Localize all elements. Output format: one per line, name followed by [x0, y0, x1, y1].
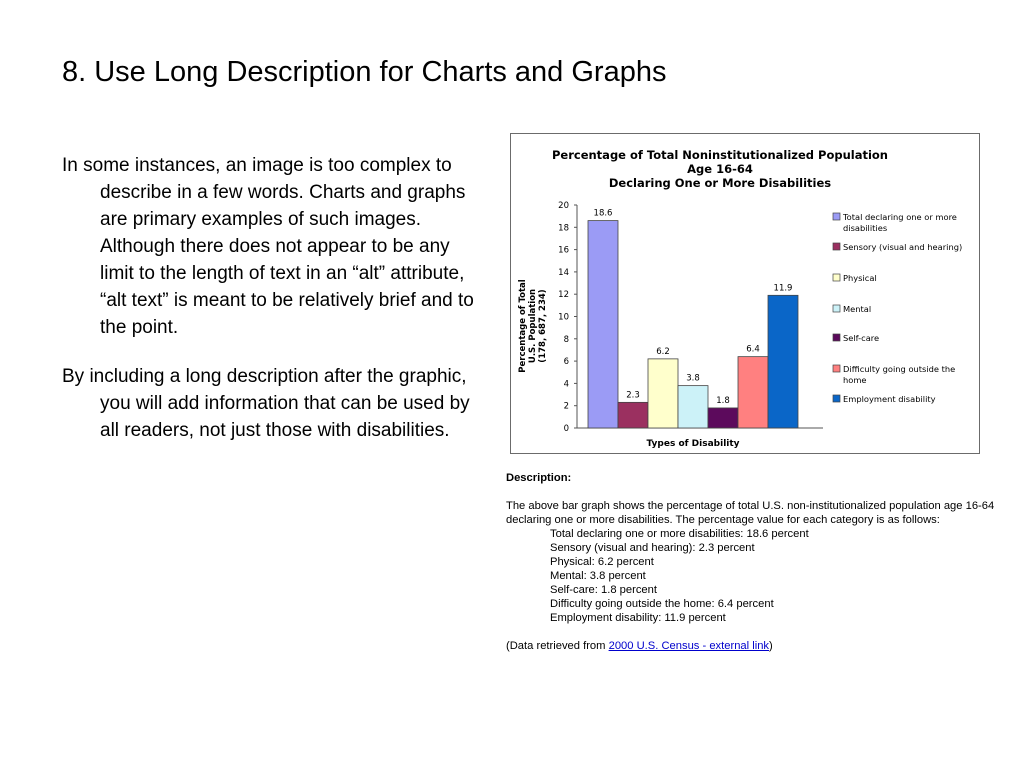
bar-value-label: 3.8 — [686, 373, 700, 384]
legend-label: home — [843, 375, 867, 385]
body-paragraph-2: By including a long description after the graphic, you will add information that can be used by all readers, not just those with disabilities. — [62, 366, 470, 441]
long-description — [506, 471, 996, 653]
legend-swatch — [833, 365, 840, 372]
census-external-link[interactable]: 2000 U.S. Census - external link — [608, 640, 770, 652]
y-axis-label-line-2: U.S. Population — [528, 288, 538, 364]
y-axis-label-line-3: (178, 687, 234) — [538, 289, 548, 363]
legend-label: Mental — [843, 304, 872, 314]
source-suffix: ) — [769, 640, 773, 652]
legend-label: Total declaring one or more — [843, 212, 957, 222]
bar-value-label: 6.4 — [746, 344, 760, 355]
bar — [648, 359, 678, 428]
y-tick-label: 8 — [563, 334, 569, 345]
body-text — [62, 152, 480, 466]
x-axis-label: Types of Disability — [646, 439, 740, 449]
description-item-total: Total declaring one or more disabilities: 18.6 percent — [550, 528, 809, 540]
description-item-sensory: Sensory (visual and hearing): 2.3 percent — [550, 542, 755, 554]
y-tick-label: 20 — [558, 201, 569, 211]
bar-value-label: 11.9 — [773, 283, 793, 294]
y-tick-label: 4 — [563, 379, 569, 390]
legend-label: Self-care — [843, 333, 880, 343]
chart-title-line-1: Percentage of Total Noninstitutionalized Population — [551, 148, 889, 162]
description-item-employment: Employment disability: 11.9 percent — [550, 612, 726, 624]
bar-value-label: 1.8 — [716, 395, 730, 406]
chart-figure — [510, 133, 980, 454]
description-item-physical: Physical: 6.2 percent — [550, 556, 654, 568]
legend-swatch — [833, 274, 840, 281]
description-list — [506, 527, 996, 625]
y-axis-label-line-1: Percentage of Total — [518, 279, 528, 373]
slide-title: 8. Use Long Description for Charts and Graphs — [62, 56, 667, 88]
source-prefix: (Data retrieved from — [506, 640, 609, 652]
legend-label: Employment disability — [843, 394, 936, 404]
bar-value-label: 6.2 — [656, 346, 670, 357]
description-intro: The above bar graph shows the percentage of total U.S. non-institutionalized population age 16-64 declaring one or more disabilities. The percentage value for each category is as follows: — [506, 500, 995, 526]
bar-value-label: 2.3 — [626, 390, 640, 401]
legend-label: Difficulty going outside the — [843, 364, 956, 374]
bar — [678, 386, 708, 428]
body-paragraph-1: In some instances, an image is too complex to describe in a few words. Charts and graphs are primary examples of such images. Although there does not appear to be any limit to the length of text in an “alt” attribute, “alt text” is meant to be relatively brief and to the point. — [62, 155, 474, 338]
y-tick-label: 12 — [558, 290, 569, 301]
bar — [768, 295, 798, 428]
legend-swatch — [833, 334, 840, 341]
y-tick-label: 18 — [558, 223, 569, 234]
bar-value-label: 18.6 — [593, 208, 613, 219]
description-item-outside-home: Difficulty going outside the home: 6.4 percent — [550, 598, 774, 610]
description-source — [506, 639, 996, 653]
legend-swatch — [833, 305, 840, 312]
chart-title-line-3: Declaring One or More Disabilities — [608, 176, 832, 190]
bar — [738, 357, 768, 428]
y-tick-label: 10 — [558, 312, 569, 323]
bar — [588, 221, 618, 428]
y-tick-label: 0 — [563, 424, 569, 434]
y-tick-label: 14 — [558, 267, 569, 278]
legend-label: Sensory (visual and hearing) — [843, 242, 963, 252]
y-tick-label: 16 — [558, 245, 569, 256]
legend-label: Physical — [843, 273, 877, 283]
bar — [708, 408, 738, 428]
description-item-self-care: Self-care: 1.8 percent — [550, 584, 657, 596]
description-heading: Description: — [506, 472, 572, 484]
bar-chart — [511, 134, 979, 453]
legend-swatch — [833, 213, 840, 220]
description-item-mental: Mental: 3.8 percent — [550, 570, 646, 582]
y-tick-label: 6 — [563, 357, 569, 368]
legend-label: disabilities — [843, 223, 888, 233]
bar — [618, 402, 648, 428]
legend-swatch — [833, 395, 840, 402]
legend-swatch — [833, 243, 840, 250]
chart-title-line-2: Age 16-64 — [687, 162, 753, 176]
y-tick-label: 2 — [563, 401, 569, 412]
